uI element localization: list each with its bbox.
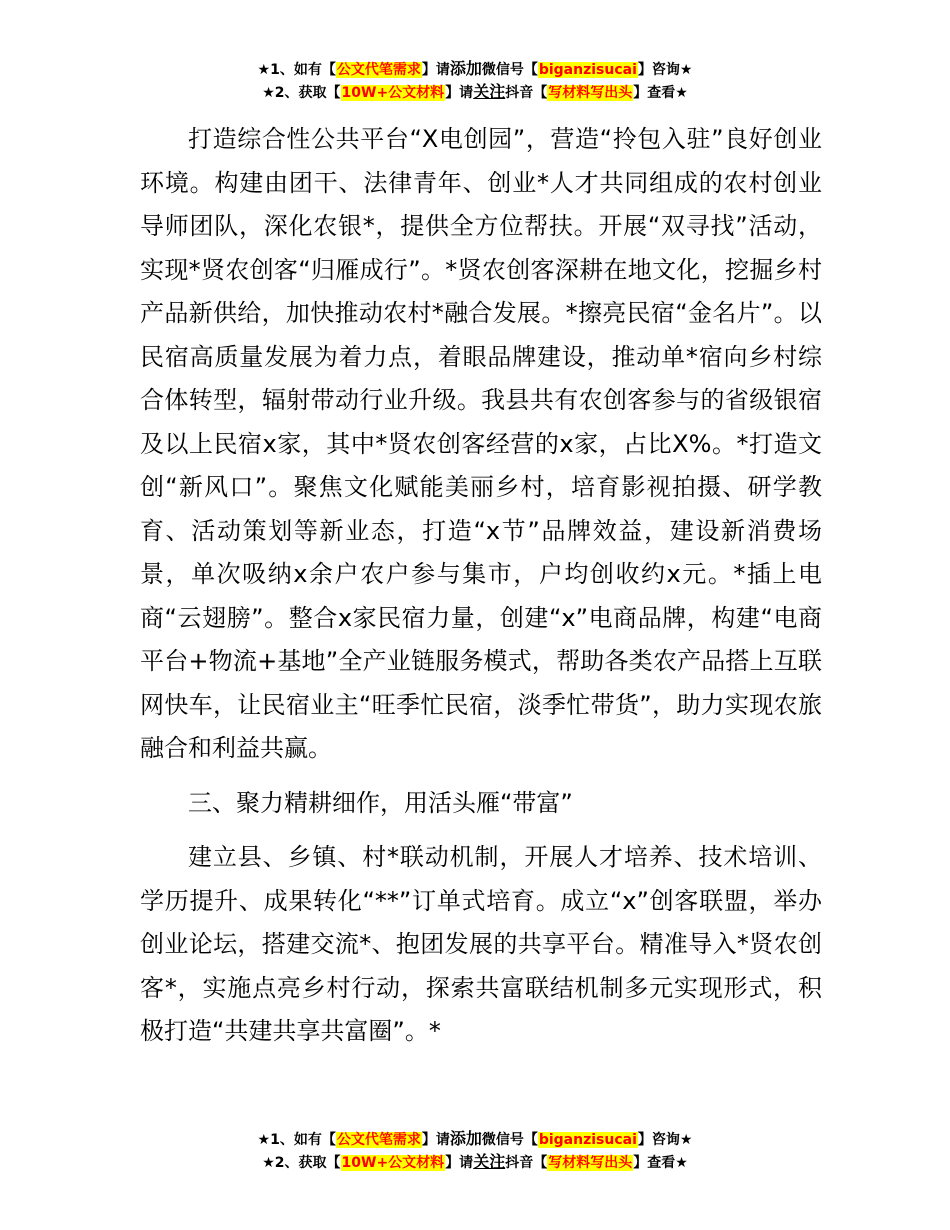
banner-text: 】咨询★ xyxy=(637,1132,693,1148)
banner-line-1 xyxy=(0,1128,950,1151)
highlight-service: 公文代笔需求 xyxy=(336,1132,421,1148)
star-icon: ★ xyxy=(262,85,275,101)
banner-text: 微信号【 xyxy=(481,1132,538,1148)
highlight-materials: 10W+公文材料 xyxy=(341,85,445,101)
highlight-wechat-id: biganzisucai xyxy=(538,1132,637,1148)
highlight-douyin-id: 写材料写出头 xyxy=(548,1155,633,1171)
paragraph-mechanism: 建立县、乡镇、村*联动机制，开展人才培养、技术培训、学历提升、成果转化“**”订单式培育。成立“x”创客联盟，举办创业论坛，搭建交流*、抱团发展的共享平台。精准导入*贤农创客*，实施点亮乡村行动，探索共富联结机制多元实现形式，积极打造“共建共享共富圈”。* xyxy=(140,843,822,1045)
banner-text: 】请 xyxy=(421,62,450,78)
banner-text: 】咨询★ xyxy=(637,62,693,78)
banner-line-1 xyxy=(0,58,950,81)
banner-text: 微信号【 xyxy=(481,62,538,78)
highlight-service: 公文代笔需求 xyxy=(336,62,421,78)
banner-line-2 xyxy=(0,81,950,104)
banner-text: 】请 xyxy=(421,1132,450,1148)
banner-text: 抖音【 xyxy=(505,85,548,101)
document-body xyxy=(140,118,822,1054)
add-emphasis: 添加 xyxy=(449,1129,482,1148)
section-heading-3: 三、聚力精耕细作，用活头雁“带富” xyxy=(188,788,573,817)
banner-text: 】请 xyxy=(445,85,474,101)
banner-text: 2、获取【 xyxy=(274,85,341,101)
paragraph-platform: 打造综合性公共平台“X电创园”，营造“拎包入驻”良好创业环境。构建由团干、法律青年、创业*人才共同组成的农村创业导师团队，深化农银*，提供全方位帮扶。开展“双寻找”活动，实现*贤农创客“归雁成行”。*贤农创客深耕在地文化，挖掘乡村产品新供给，加快推动农村*融合发展。*擦亮民宿“金名片”。以民宿高质量发展为着力点，着眼品牌建设，推动单*宿向乡村综合体转型，辐射带动行业升级。我县共有农创客参与的省级银宿及以上民宿x家，其中*贤农创客经营的x家，占比X%。*打造文创“新风口”。聚焦文化赋能美丽乡村，培育影视拍摄、研学教育、活动策划等新业态，打造“x节”品牌效益，建设新消费场景，单次吸纳x余户农户参与集市，户均创收约x元。*插上电商“云翅膀”。整合x家民宿力量，创建“x”电商品牌，构建“电商平台+物流+基地”全产业链服务模式，帮助各类农产品搭上互联网快车，让民宿业主“旺季忙民宿，淡季忙带货”，助力实现农旅融合和利益共赢。 xyxy=(140,125,822,762)
star-icon: ★ xyxy=(257,1132,271,1148)
banner-text: 】请 xyxy=(445,1155,474,1171)
banner-text: 2、获取【 xyxy=(274,1155,341,1171)
banner-text: 】查看★ xyxy=(633,85,688,101)
banner-line-2 xyxy=(0,1151,950,1174)
banner-text: 1、如有【 xyxy=(270,62,336,78)
star-icon: ★ xyxy=(257,62,271,78)
header-banner xyxy=(0,58,950,104)
follow-emphasis: 关注 xyxy=(473,82,506,101)
highlight-douyin-id: 写材料写出头 xyxy=(548,85,633,101)
star-icon: ★ xyxy=(262,1155,275,1171)
footer-banner xyxy=(0,1128,950,1174)
highlight-wechat-id: biganzisucai xyxy=(538,62,637,78)
follow-emphasis: 关注 xyxy=(473,1152,506,1171)
highlight-materials: 10W+公文材料 xyxy=(341,1155,445,1171)
banner-text: 1、如有【 xyxy=(270,1132,336,1148)
banner-text: 抖音【 xyxy=(505,1155,548,1171)
banner-text: 】查看★ xyxy=(633,1155,688,1171)
add-emphasis: 添加 xyxy=(449,59,482,78)
